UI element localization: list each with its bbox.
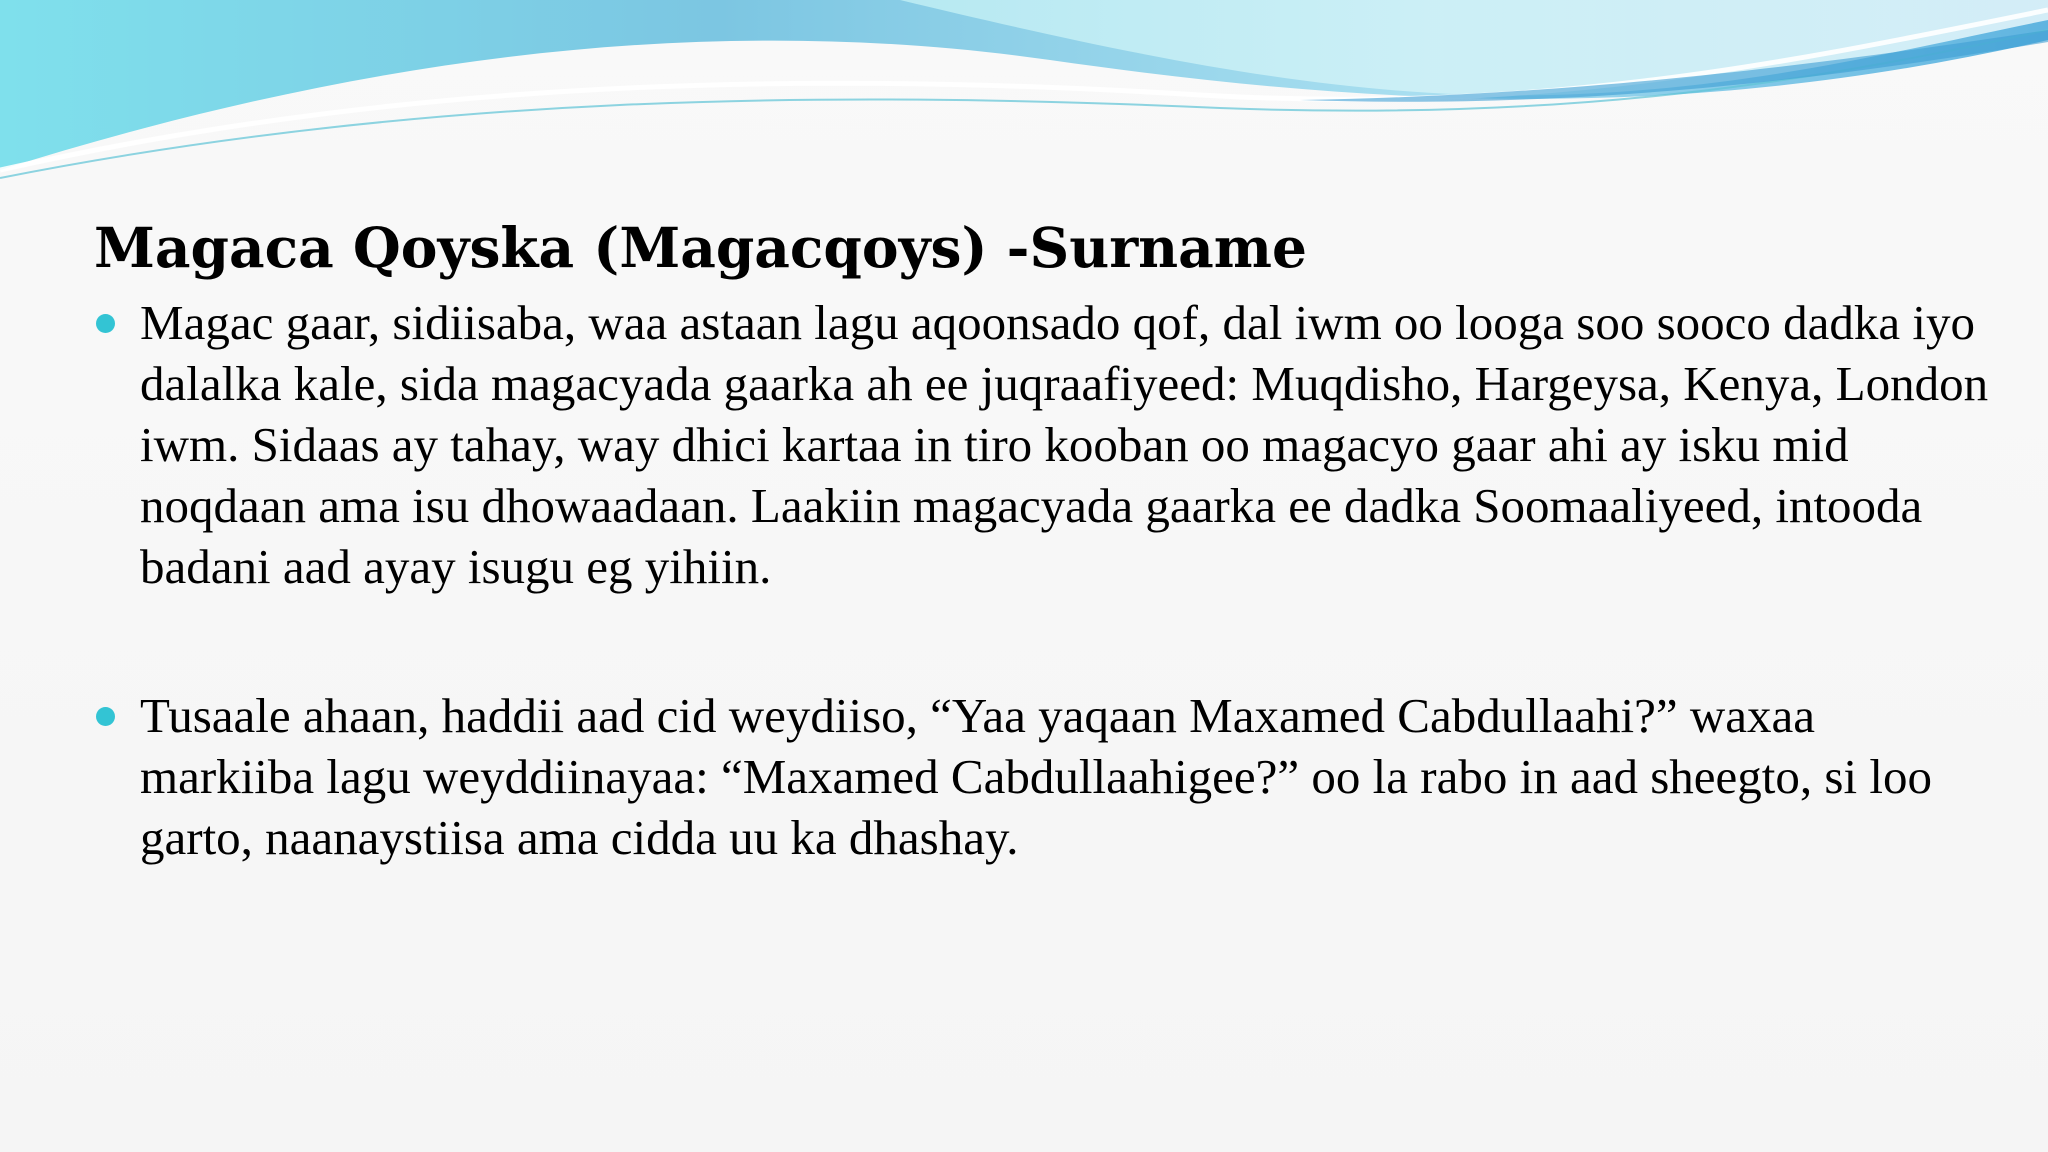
bullet-dot-icon (96, 314, 115, 333)
slide-title: Magaca Qoyska (Magacqoys) -Surname (94, 215, 1307, 280)
bullet-item (94, 685, 1994, 868)
bullet-item (94, 292, 1994, 597)
header-wave-decoration (0, 0, 2048, 200)
bullet-dot-icon (96, 707, 115, 726)
bullet-text: Magac gaar, sidiisaba, waa astaan lagu aqoonsado qof, dal iwm oo looga soo sooco dadka iyo dalalka kale, sida magacyada gaarka ah ee juqraafiyeed: Muqdisho, Hargeysa, Kenya, London iwm. Sidaas ay tahay, way dhici kartaa in tiro kooban oo magacyo gaar ahi ay isku mid noqdaan ama isu dhowaadaan. Laakiin magacyada gaarka ee dadka Soomaaliyeed, intooda badani aad ayay isugu eg yihiin. (140, 295, 1989, 594)
bullet-text: Tusaale ahaan, haddii aad cid weydiiso, “Yaa yaqaan Maxamed Cabdullaahi?” waxaa markiiba lagu weyddiinayaa: “Maxamed Cabdullaahigee?” oo la rabo in aad sheegto, si loo garto, naanaystiisa ama cidda uu ka dhashay. (140, 688, 1932, 865)
bullet-list (94, 292, 1994, 868)
